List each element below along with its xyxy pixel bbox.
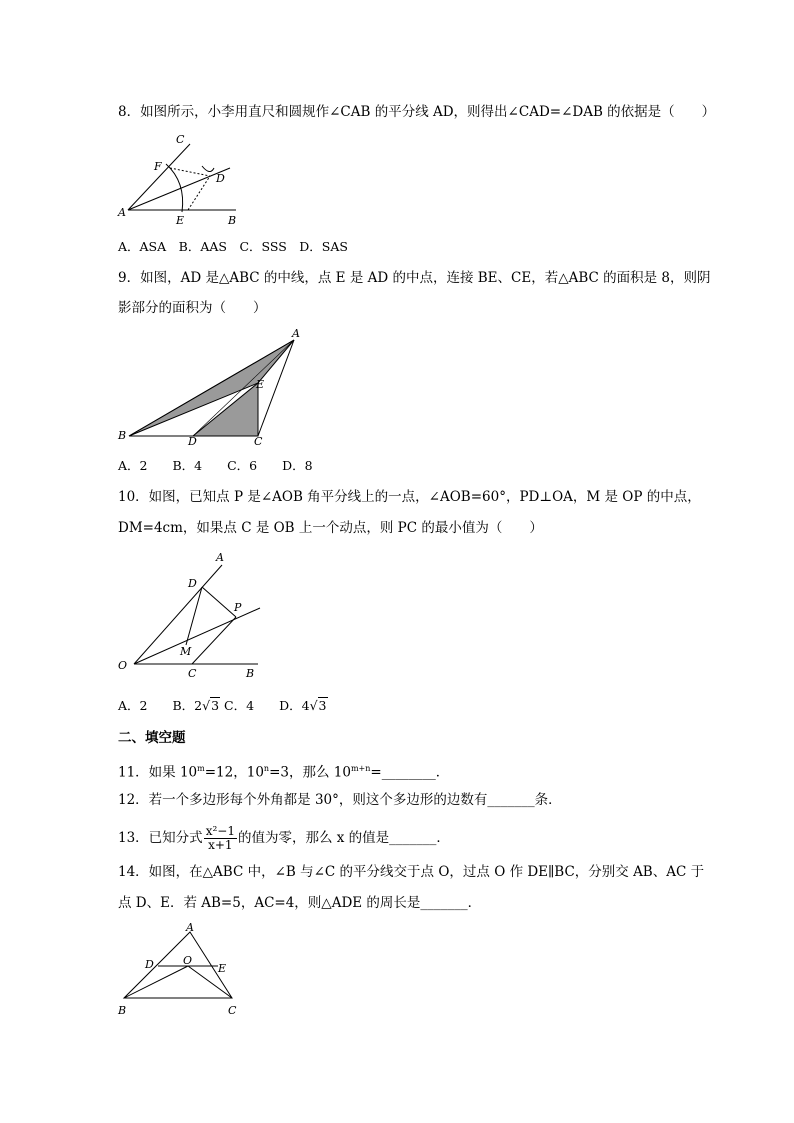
q14-figure xyxy=(118,922,248,1022)
label: F xyxy=(154,160,162,173)
label: E xyxy=(218,962,227,975)
q14-stem-line1: 14．如图，在△ABC 中，∠B 与∠C 的平分线交于点 O，过点 O 作 DE∥BC，分别交 AB、AC 于 xyxy=(118,864,705,880)
q10-options: A．2 B．2√3 C．4 D．4√3 xyxy=(118,698,327,713)
label: D xyxy=(188,435,197,448)
label: C xyxy=(254,435,263,448)
fraction: $\frac{\text{x²−1}}{x+1}$ xyxy=(205,824,235,852)
label: D xyxy=(216,172,225,185)
section-title: 二、填空题 xyxy=(118,730,186,746)
label: B xyxy=(118,429,127,442)
label: E xyxy=(176,214,185,227)
label: C xyxy=(188,667,197,680)
label: A xyxy=(186,921,194,934)
label: B xyxy=(228,214,237,227)
ray-ac xyxy=(128,144,190,210)
q13: 13．已知分式 $\frac{\text{x²−1}}{x+1}$ 的值为零，那么 x 的值是_______． xyxy=(118,824,450,852)
label: O xyxy=(183,954,193,967)
label: C xyxy=(176,133,185,146)
dash-fd xyxy=(170,168,210,176)
q10-stem-line2: DM=4cm，如果点 C 是 OB 上一个动点，则 PC 的最小值为（ ） xyxy=(118,520,543,536)
label: B xyxy=(118,1004,127,1017)
label: O xyxy=(118,659,128,672)
q9-stem-line2: 影部分的面积为（ ） xyxy=(118,300,267,316)
q8-figure xyxy=(118,130,248,230)
label: D xyxy=(188,577,197,590)
q10-figure xyxy=(118,545,278,685)
label: A xyxy=(118,206,126,219)
q9-options: A．2 B．4 C．6 D．8 xyxy=(118,458,313,473)
label: M xyxy=(180,645,192,658)
q8-stem: 8．如图所示，小李用直尺和圆规作∠CAB 的平分线 AD，则得出∠CAD=∠DAB 的依据是（ ） xyxy=(118,104,716,120)
label: C xyxy=(228,1004,237,1017)
q9-stem-line1: 9．如图，AD 是△ABC 的中线，点 E 是 AD 的中点，连接 BE、CE，若△ABC 的面积是 8，则阴 xyxy=(118,270,711,286)
label: P xyxy=(234,601,242,614)
arc-d xyxy=(202,166,214,172)
q14-stem-line2: 点 D、E．若 AB=5，AC=4，则△ADE 的周长是_______． xyxy=(118,895,482,911)
label: A xyxy=(292,327,300,340)
label: E xyxy=(256,378,265,391)
q11: 11．如果 $10^m=12$，$10^n=3$，那么 $10^{m+n}=\_\_\_\_\_\_\_\_$． xyxy=(118,764,450,781)
q10-stem-line1: 10．如图，已知点 P 是∠AOB 角平分线上的一点，∠AOB=60°，PD⊥OA，M 是 OP 的中点， xyxy=(118,489,701,505)
q8-options: A．ASA B．AAS C．SSS D．SAS xyxy=(118,239,348,254)
label: A xyxy=(216,551,224,564)
label: D xyxy=(145,958,154,971)
label: B xyxy=(246,667,255,680)
q12: 12．若一个多边形每个外角都是 30°，则这个多边形的边数有_______条． xyxy=(118,792,562,808)
ray-ad xyxy=(128,168,230,210)
q9-figure xyxy=(118,326,318,446)
